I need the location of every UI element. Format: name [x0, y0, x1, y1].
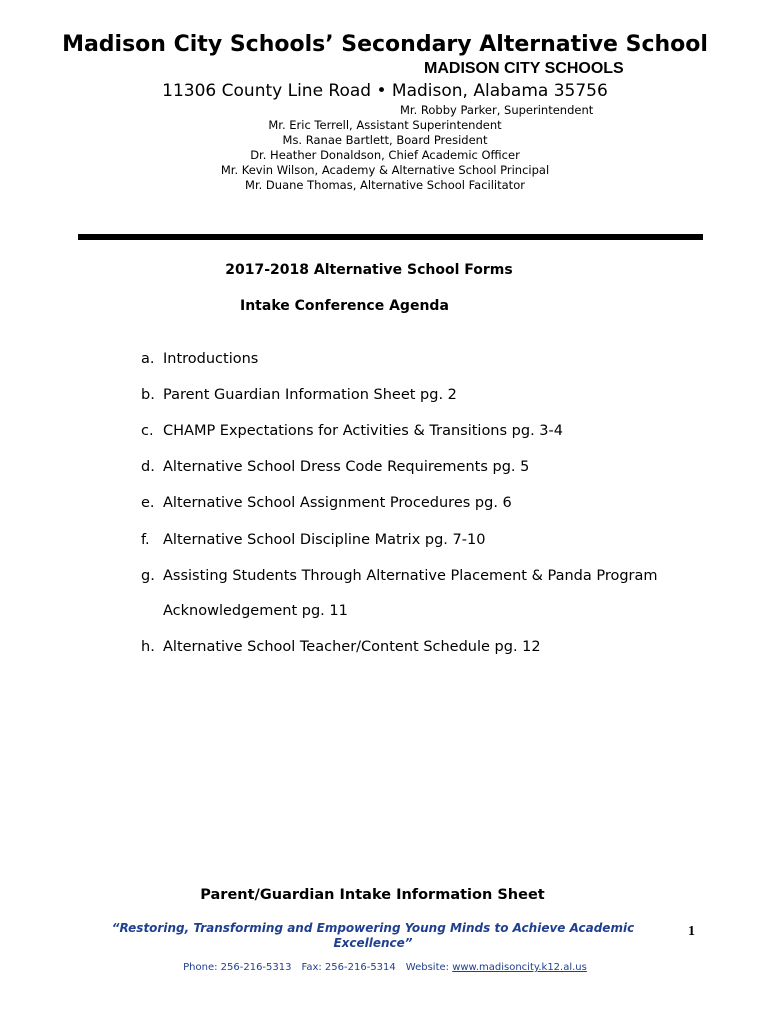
header-divider	[78, 234, 703, 240]
agenda-item	[141, 459, 529, 475]
agenda-item-text: CHAMP Expectations for Activities & Transitions pg. 3-4	[163, 423, 563, 439]
agenda-item	[141, 495, 512, 511]
contact-line	[0, 962, 770, 973]
agenda-item-text: Alternative School Discipline Matrix pg. 7-10	[163, 532, 486, 548]
agenda-item	[141, 639, 541, 655]
agenda-item	[141, 423, 563, 439]
agenda-item-letter: f.	[141, 532, 150, 548]
agenda-item-letter: g.	[141, 568, 155, 584]
agenda-item	[141, 568, 658, 584]
agenda-item-letter: e.	[141, 495, 155, 511]
agenda-item-letter: b.	[141, 387, 155, 403]
phone-number: Phone: 256-216-5313	[183, 962, 292, 973]
agenda-item	[141, 532, 485, 548]
agenda-heading: Intake Conference Agenda	[240, 298, 449, 314]
school-motto: “Restoring, Transforming and Empowering Young Minds to Achieve Academic Excellence”	[111, 921, 635, 950]
staff-facilitator: Mr. Duane Thomas, Alternative School Facilitator	[245, 178, 525, 192]
forms-heading: 2017-2018 Alternative School Forms	[225, 262, 513, 278]
staff-chief-academic-officer: Dr. Heather Donaldson, Chief Academic Officer	[250, 148, 520, 162]
intake-sheet-heading: Parent/Guardian Intake Information Sheet	[200, 887, 545, 903]
school-address: 11306 County Line Road • Madison, Alabama 35756	[162, 81, 608, 101]
agenda-item-text: Parent Guardian Information Sheet pg. 2	[163, 387, 457, 403]
agenda-item-letter: d.	[141, 459, 155, 475]
staff-principal: Mr. Kevin Wilson, Academy & Alternative School Principal	[220, 163, 550, 177]
staff-assistant-superintendent: Mr. Eric Terrell, Assistant Superintendent	[268, 118, 502, 132]
staff-board-president: Ms. Ranae Bartlett, Board President	[282, 133, 488, 147]
agenda-item-text: Introductions	[163, 351, 259, 367]
agenda-item-letter: h.	[141, 639, 155, 655]
agenda-item-letter: c.	[141, 423, 154, 439]
agenda-item	[141, 351, 258, 367]
district-name: MADISON CITY SCHOOLS	[424, 60, 624, 77]
page-number: 1	[688, 924, 695, 939]
website-link[interactable]: www.madisoncity.k12.al.us	[452, 962, 587, 973]
agenda-item-continuation: Acknowledgement pg. 11	[163, 603, 348, 619]
agenda-item-text: Alternative School Dress Code Requirements pg. 5	[163, 459, 530, 475]
agenda-item-text: Alternative School Teacher/Content Schedule pg. 12	[163, 639, 541, 655]
website-label: Website:	[405, 962, 450, 973]
agenda-item-text: Alternative School Assignment Procedures pg. 6	[163, 495, 512, 511]
agenda-item	[141, 387, 457, 403]
document-title: Madison City Schools’ Secondary Alternative School	[62, 32, 708, 57]
agenda-item-letter: a.	[141, 351, 155, 367]
agenda-item-text: Assisting Students Through Alternative Placement & Panda Program	[163, 568, 658, 584]
staff-superintendent: Mr. Robby Parker, Superintendent	[400, 103, 594, 117]
fax-number: Fax: 256-216-5314	[301, 962, 396, 973]
